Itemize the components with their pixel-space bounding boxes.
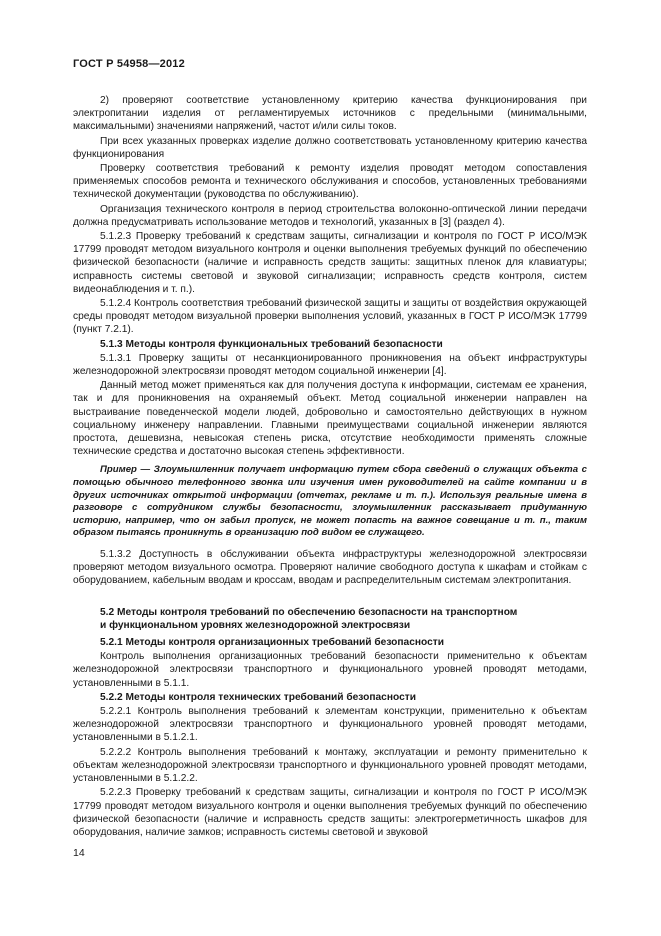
paragraph: 5.1.3.1 Проверку защиты от несанкционированного проникновения на объект инфраструктуры железнодорожной электросвязи проводят методом социальной инженерии [4]. — [73, 352, 587, 378]
section-heading-5-2-1: 5.2.1 Методы контроля организационных требований безопасности — [100, 637, 445, 649]
paragraph: 5.2.2.1 Контроль выполнения требований к элементам конструкции, применительно к объектам железнодорожной электросвязи транспортного и функционального уровней проводят методами, установленными в 5.1.2.1. — [73, 706, 587, 744]
paragraph: При всех указанных проверках изделие должно соответствовать установленному критерию качества функционирования — [73, 135, 587, 160]
example-lead: Пример — — [100, 464, 151, 476]
paragraph: Проверку соответствия требований к ремонту изделия проводят методом сопоставления применяемых способов ремонта и технического обслуживания и способов, установленных требованиями технической документации (руководства по обслуживанию). — [73, 163, 587, 201]
paragraph: 5.2.2.2 Контроль выполнения требований к монтажу, эксплуатации и ремонту применительно к объектам железнодорожной электросвязи транспортного и функционального уровней проводят методами, установленными в 5.1.2.2. — [73, 746, 587, 785]
page-number: 14 — [73, 847, 85, 859]
paragraph: 2) проверяют соответствие установленному критерию качества функционирования при электропитании изделия от регламентируемых источников с предельными (минимальными, максимальными) значениями напряжений, частот и/или силы токов. — [73, 95, 587, 133]
page-body — [73, 94, 587, 839]
example-text: Злоумышленник получает информацию путем сбора сведений о служащих объекта с помощью обычного телефонного звонка или изучения имен руководителей на сайте компании и в других источниках открытой информации (отчетах, рекламе и т. п.). Используя реальные имена в разговоре с сотрудником службы безопасности, злоумышленник рассказывает придуманную историю, например, что он забыл пропуск, не может попасть на важное совещание и т. п., таким образом пытаясь проникнуть в организацию под видом ее служащего. — [73, 464, 587, 539]
paragraph: 5.2.2.3 Проверку требований к средствам защиты, сигнализации и контроля по ГОСТ Р ИСО/МЭК 17799 проводят методом визуального контроля и оценки выполнения требуемых функций по обеспечению физической безопасности (наличие и исправность средств защиты: электрогерметичность шкафов для оборудования, наличие замков; исправность системы световой и звуковой — [73, 787, 587, 838]
section-heading-5-2-line1: 5.2 Методы контроля требований по обеспечению безопасности на транспортном — [100, 606, 518, 618]
standard-header: ГОСТ Р 54958—2012 — [73, 58, 185, 70]
paragraph: Организация технического контроля в период строительства волоконно-оптической линии передачи должна предусматривать использование методов и технологий, указанных в [3] (раздел 4). — [73, 203, 587, 228]
paragraph: 5.1.2.4 Контроль соответствия требований физической защиты и защиты от воздействия окружающей среды проводят методом визуальной проверки выполнения условий, указанных в ГОСТ Р ИСО/МЭК 17799 (пункт 7.2.1). — [73, 298, 587, 336]
paragraph: 5.1.3.2 Доступность в обслуживании объекта инфраструктуры железнодорожной электросвязи проверяют методом визуального осмотра. Проверяют наличие свободного доступа к шкафам и стойкам с оборудованием, кабельным вводам и кроссам, вводам и распределительным системам электропитания. — [73, 549, 587, 587]
paragraph: Контроль выполнения организационных требований безопасности применительно к объектам железнодорожной электросвязи транспортного и функционального уровней проводят методами, установленными в 5.1.1. — [73, 651, 587, 689]
example-note — [73, 464, 587, 540]
section-heading-5-1-3: 5.1.3 Методы контроля функциональных требований безопасности — [100, 338, 443, 350]
paragraph: 5.1.2.3 Проверку требований к средствам защиты, сигнализации и контроля по ГОСТ Р ИСО/МЭК 17799 проводят методом визуального контроля и оценки выполнения требуемых функций по обеспечению физической безопасности (наличие и исправность средств защиты: защитных пленок для клавиатуры; исправность системы световой и звуковой сигнализации; исправность средств контроля, систем видеонаблюдения и т. п.). — [73, 231, 587, 295]
section-heading-5-2 — [73, 606, 587, 632]
paragraph: Данный метод может применяться как для получения доступа к информации, системам ее хранения, так и для проникновения на охраняемый объект. Метод социальной инженерии направлен на выстраивание поведенческой модели людей, добровольно и самостоятельно действующих в нужном социальному инженеру направлении. Главными преимуществами социальной инженерии являются простота, дешевизна, невысокая степень риска, отсутствие необходимости применять сложные технические средства и достаточно высокая степень эффективности. — [73, 380, 587, 458]
section-heading-5-2-2: 5.2.2 Методы контроля технических требований безопасности — [100, 691, 416, 703]
section-heading-5-2-line2: и функциональном уровнях железнодорожной электросвязи — [100, 619, 411, 631]
